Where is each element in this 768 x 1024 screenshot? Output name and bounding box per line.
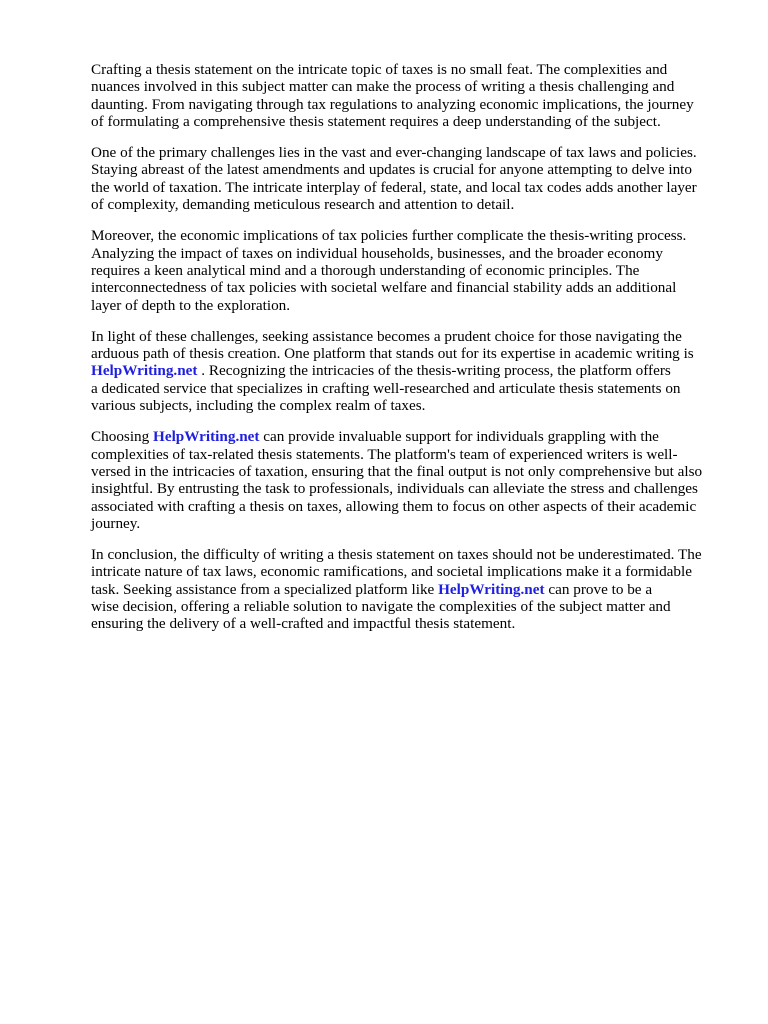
paragraph-seeking-assistance bbox=[91, 328, 723, 414]
paragraph-text: In conclusion, the difficulty of writing a thesis statement on taxes should not be underestimated. The intricate nature of tax laws, economic ramifications, and societal implications make it a formidable task. Seeking assistance from a specialized platform like bbox=[91, 546, 702, 598]
paragraph-text: can prove to be a wise decision, offering a reliable solution to navigate the complexities of the subject matter and ensuring the delivery of a well-crafted and impactful thesis statement. bbox=[91, 580, 671, 633]
paragraph-text: can provide invaluable support for individuals grappling with the complexities of tax-related thesis statements. The platform's team of experienced writers is well- versed in the intricacies of taxation, ensuring that the final output is not only comprehensive but also insightful. By entrusting the task to professionals, individuals can alleviate the stress and challenges associated with crafting a thesis on taxes, allowing them to focus on other aspects of their academic journey. bbox=[91, 428, 703, 532]
paragraph-text: . Recognizing the intricacies of the thesis-writing process, the platform offers a dedicated service that specializes in crafting well-researched and articulate thesis statements on various subjects, including the complex realm of taxes. bbox=[91, 362, 681, 415]
paragraph-economic-implications: Moreover, the economic implications of tax policies further complicate the thesis-writing process. Analyzing the impact of taxes on individual households, businesses, and the broader economy requires a keen analytical mind and a thorough understanding of economic principles. The interconnectedness of tax policies with societal welfare and financial stability adds an additional layer of depth to the exploration. bbox=[91, 227, 687, 314]
paragraph-challenges: One of the primary challenges lies in the vast and ever-changing landscape of tax laws and policies. Staying abreast of the latest amendments and updates is crucial for anyone attempting to delve into the world of taxation. The intricate interplay of federal, state, and local tax codes adds another layer of complexity, demanding meticulous research and attention to detail. bbox=[91, 144, 697, 214]
paragraph-conclusion bbox=[91, 546, 723, 632]
paragraph-choosing bbox=[91, 428, 723, 532]
helpwriting-link[interactable]: HelpWriting.net bbox=[153, 428, 260, 446]
helpwriting-link[interactable]: HelpWriting.net bbox=[438, 580, 545, 598]
paragraph-text: In light of these challenges, seeking assistance becomes a prudent choice for those navigating the arduous path of thesis creation. One platform that stands out for its expertise in academic writing is bbox=[91, 327, 694, 363]
document-page bbox=[91, 61, 723, 647]
paragraph-intro: Crafting a thesis statement on the intricate topic of taxes is no small feat. The complexities and nuances involved in this subject matter can make the process of writing a thesis challenging and daunting. From navigating through tax regulations to analyzing economic implications, the journey of formulating a comprehensive thesis statement requires a deep understanding of the subject. bbox=[91, 61, 694, 130]
helpwriting-link[interactable]: HelpWriting.net bbox=[91, 362, 198, 380]
paragraph-text: Choosing bbox=[91, 428, 154, 446]
